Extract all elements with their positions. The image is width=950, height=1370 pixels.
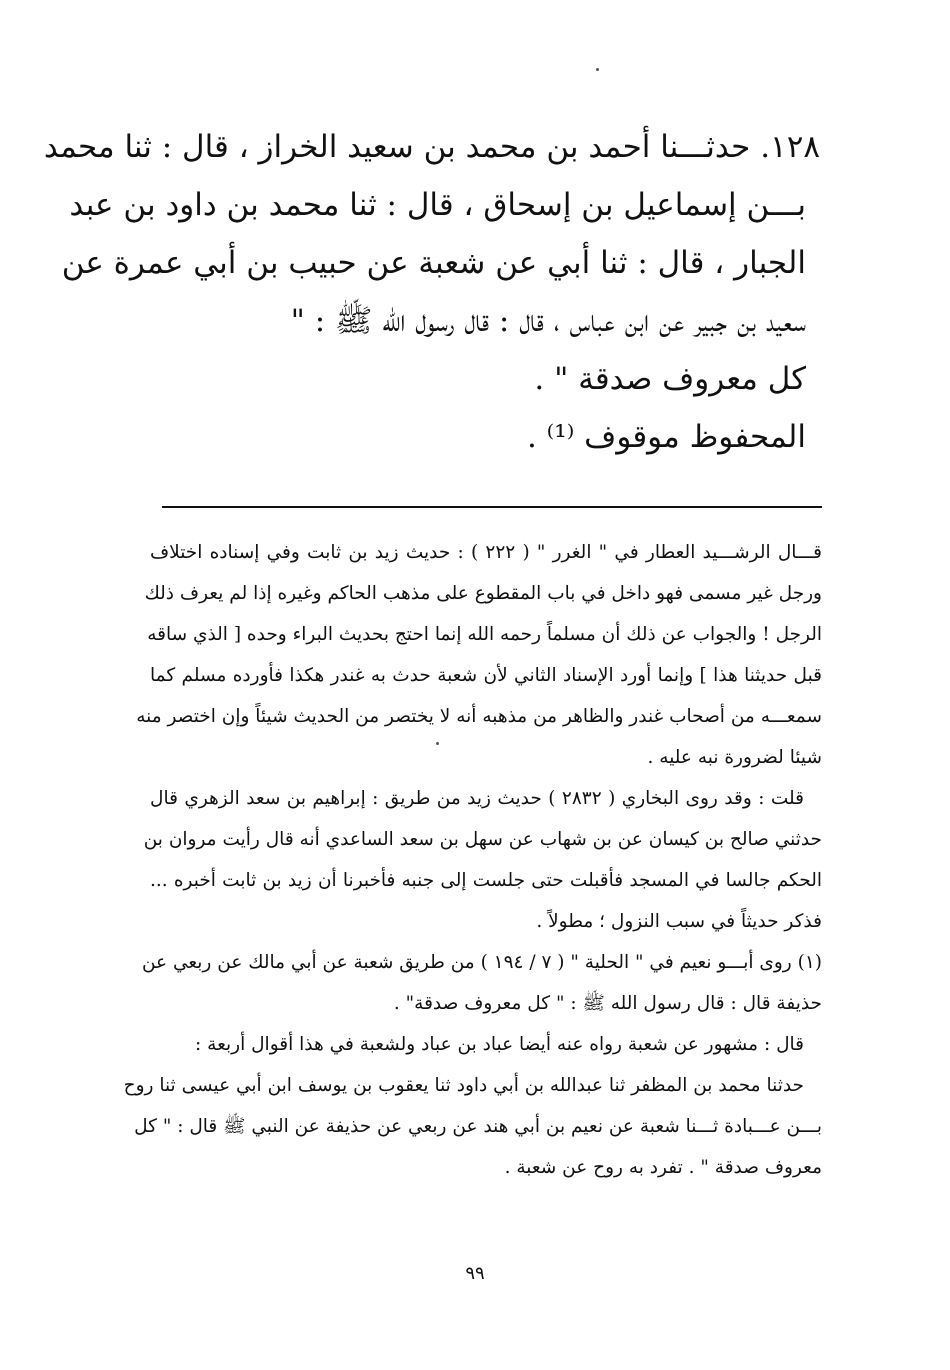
hadith-line-6: المحفوظ موقوف ⁽¹⁾ . <box>526 419 806 455</box>
footnote-line: الرجل ! والجواب عن ذلك أن مسلماً رحمه الله إنما احتج بحديث البراء وحده [ الذي ساقه <box>147 624 822 645</box>
hadith-line-1: ١٢٨. حدثـــنا أحمد بن محمد بن سعيد الخراز ، قال : ثنا محمد <box>43 129 820 165</box>
footnote-line: معروف صدقة " . تفرد به روح عن شعبة . <box>504 1157 822 1178</box>
footnote-line: فذكر حديثاً في سبب النزول ؛ مطولاً . <box>536 911 822 932</box>
footnotes <box>123 532 823 1188</box>
footnote-divider <box>162 506 822 508</box>
footnote-line: حدثني صالح بن كيسان عن بن شهاب عن سهل بن سعد الساعدي أنه قال رأيت مروان بن <box>143 829 822 850</box>
hadith-line-5: كل معروف صدقة " . <box>534 361 806 397</box>
scan-speck <box>596 68 599 71</box>
footnote-line: الحكم جالسا في المسجد فأقبلت حتى جلست إلى جنبه فأخبرنا أن زيد بن ثابت أخبره ... <box>150 870 822 891</box>
footnote-line: (١) روى أبـــو نعيم في " الحلية " ( ٧ / ١٩٤ ) من طريق شعبة عن أبي مالك عن ربعي عن <box>141 952 822 973</box>
hadith-line-4: سعيد بن جبير عن ابن عباس ، قال : قال رسول الله ﷺ : " <box>290 303 806 339</box>
footnote-line: سمعـــه من أصحاب غندر والظاهر من مذهبه أنه لا يختصر من الحديث شيئاً وإن اختصر منه <box>136 706 822 727</box>
hadith-line-3: الجبار ، قال : ثنا أبي عن شعبة عن حبيب بن أبي عمرة عن <box>61 245 806 281</box>
hadith-line-2: بـــن إسماعيل بن إسحاق ، قال : ثنا محمد بن داود بن عبد <box>69 187 806 223</box>
footnote-line: شيئا لضرورة نبه عليه . <box>647 747 822 768</box>
footnote-line: بـــن عـــبادة ثـــنا شعبة عن نعيم بن أبي هند عن ربعي عن حذيفة عن النبي ﷺ قال : " كل <box>134 1116 822 1137</box>
footnote-line: قبل حديثنا هذا ] وإنما أورد الإسناد الثاني لأن شعبة حدث به غندر هكذا فأورده مسلم كما <box>150 665 822 686</box>
footnote-line: حدثنا محمد بن المظفر ثنا عبدالله بن أبي داود ثنا يعقوب بن يوسف ابن أبي عيسى ثنا روح <box>123 1075 804 1096</box>
footnote-line: قـــال الرشـــيد العطار في " الغرر " ( ٢٢٢ ) : حديث زيد بن ثابت وفي إسناده اختلاف <box>150 542 823 563</box>
footnote-line: حذيفة قال : قال رسول الله ﷺ : " كل معروف صدقة" . <box>393 993 822 1014</box>
footnote-line: قال : مشهور عن شعبة رواه عنه أيضا عباد بن عباد ولشعبة في هذا أقوال أربعة : <box>195 1034 804 1055</box>
footnote-line: قلت : وقد روى البخاري ( ٢٨٣٢ ) حديث زيد من طريق : إبراهيم بن سعد الزهري قال <box>150 788 804 809</box>
page-number: ٩٩ <box>465 1263 485 1284</box>
hadith-text <box>43 118 820 466</box>
scan-speck <box>436 742 439 745</box>
footnote-line: ورجل غير مسمى فهو داخل في باب المقطوع على مذهب الحاكم وغيره إذا لم يعرف ذلك <box>144 583 822 604</box>
